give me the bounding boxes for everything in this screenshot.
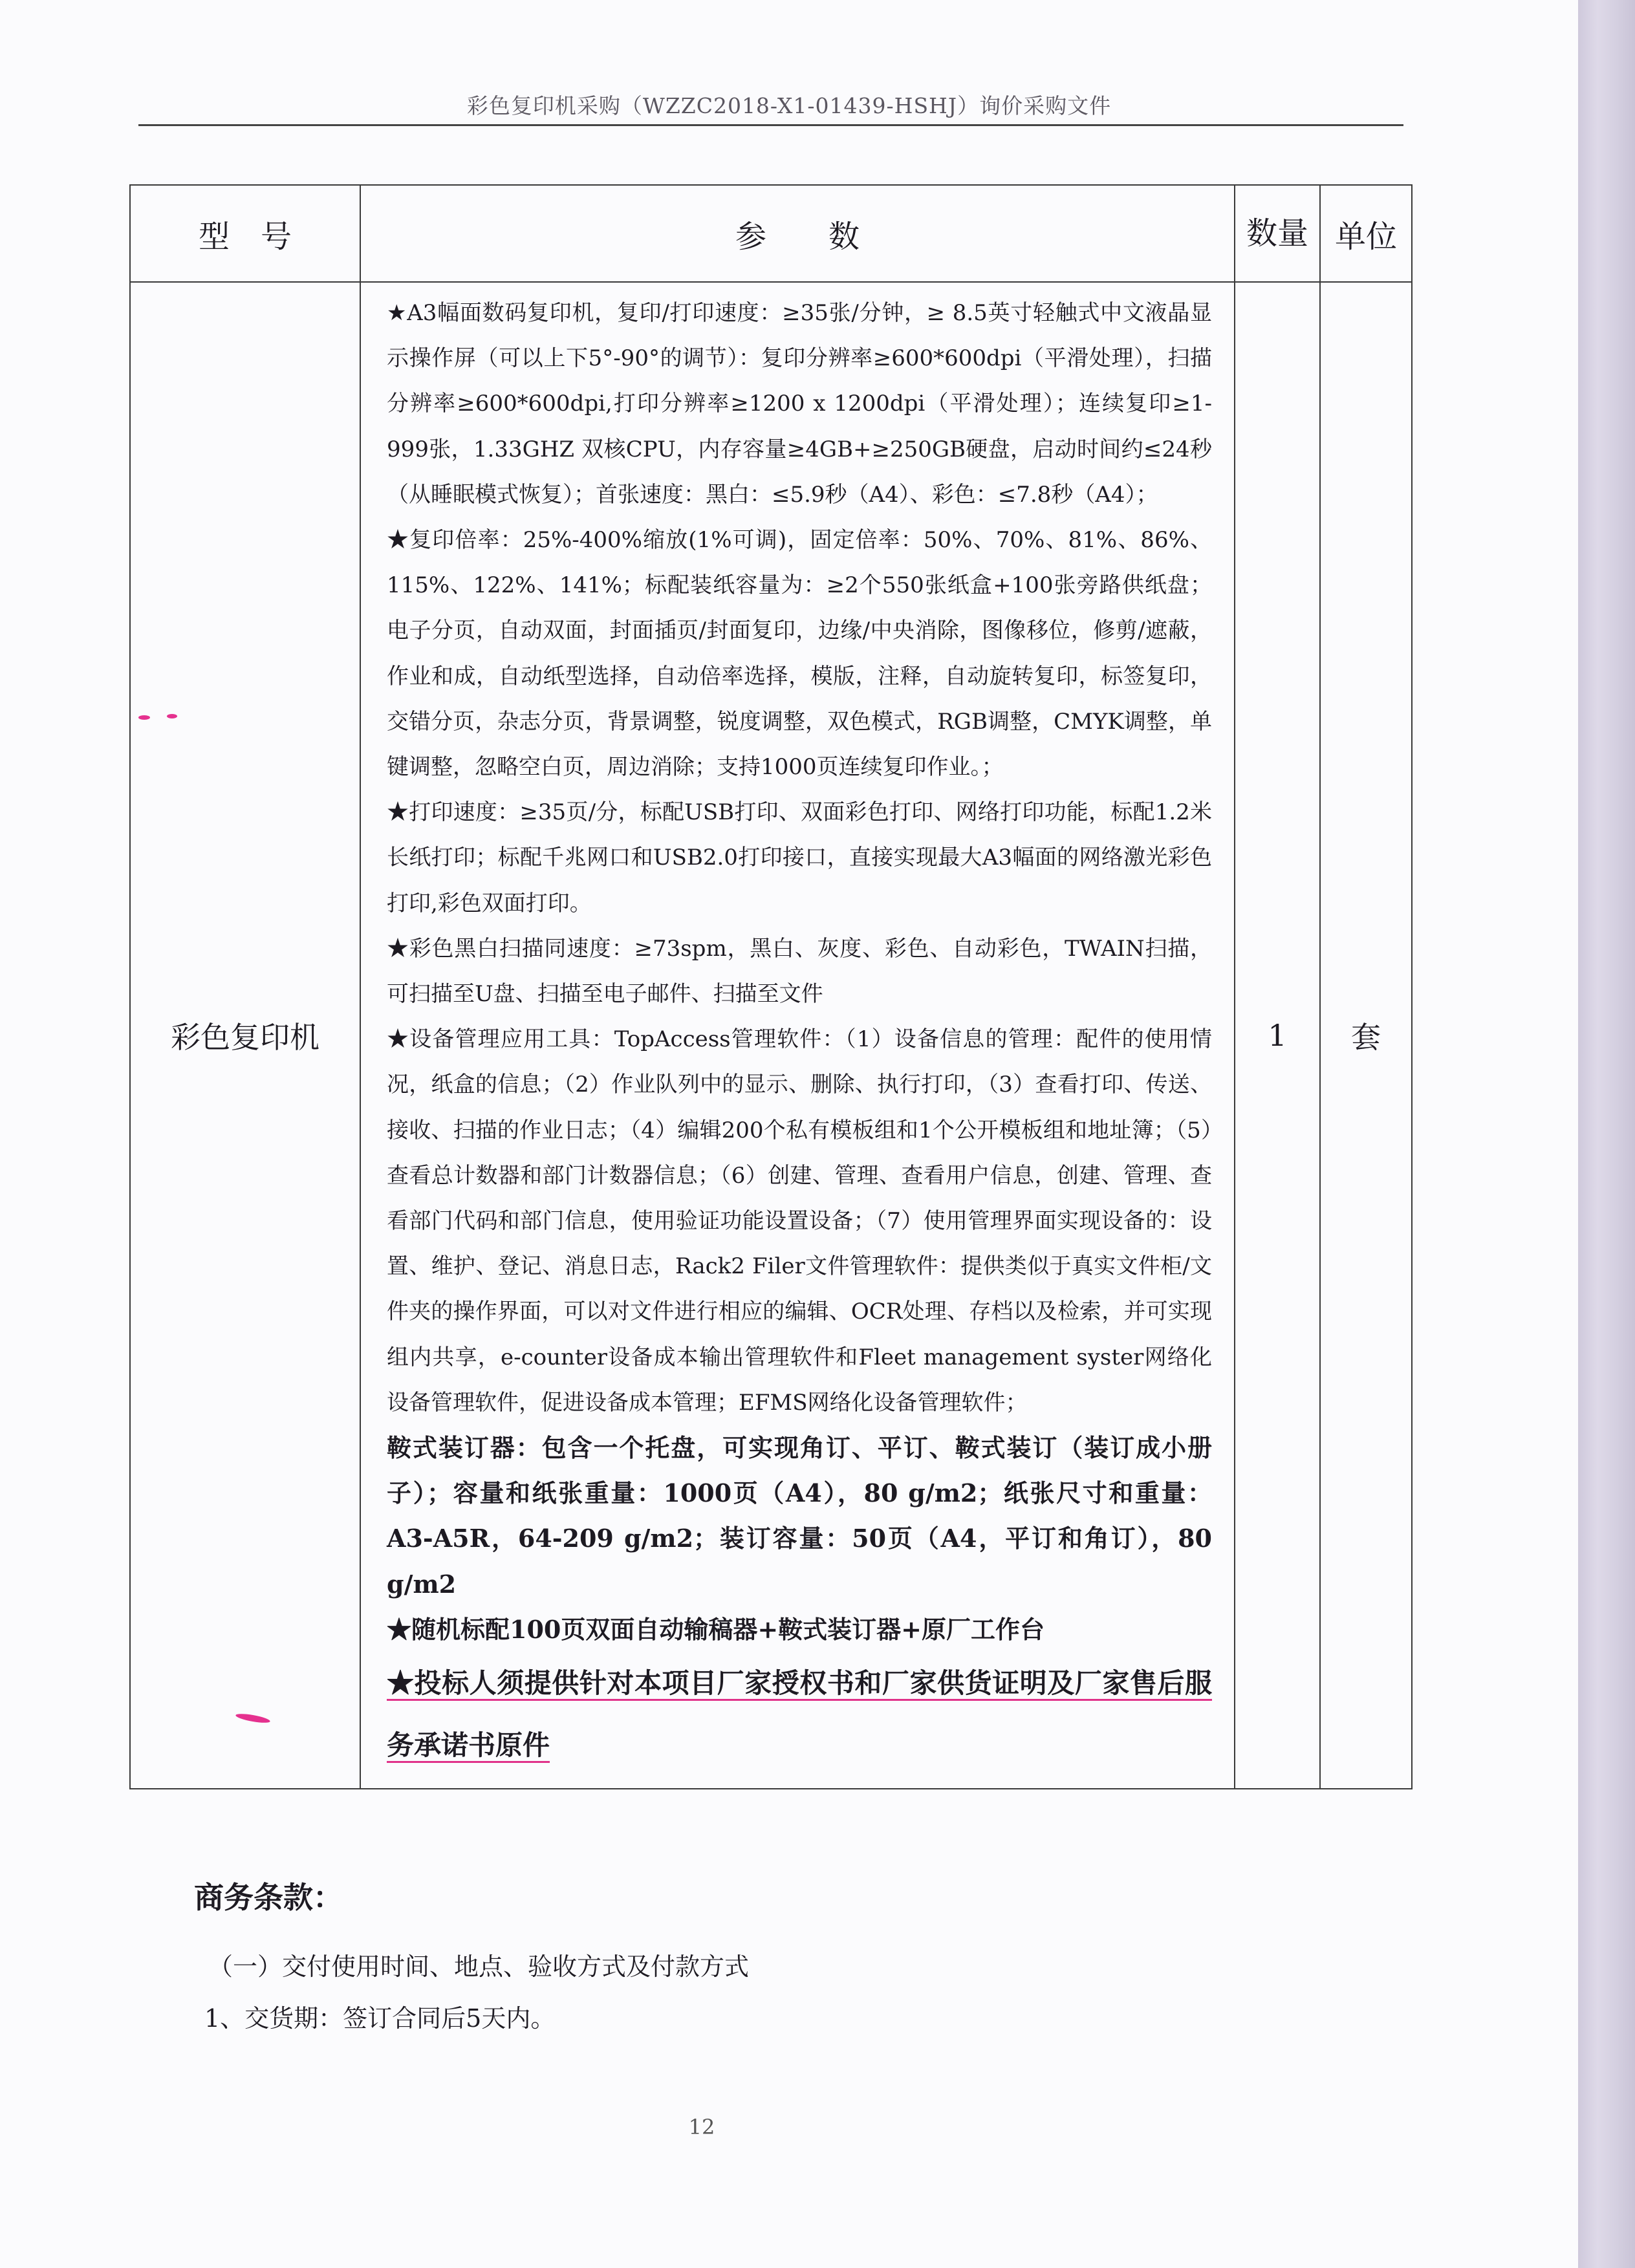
header-qty: 数量 xyxy=(1235,185,1320,282)
business-terms-title: 商务条款： xyxy=(194,1880,343,1915)
header-divider xyxy=(138,124,1403,126)
cell-qty: 1 xyxy=(1235,282,1320,1789)
spec-table xyxy=(129,184,1413,1789)
param-line-general: ★A3幅面数码复印机，复印/打印速度：≥35张/分钟，≥ 8.5英寸轻触式中文液晶显示操作屏（可以上下5°-90°的调节）：复印分辨率≥600*600dpi（平滑处理），扫描分辨率≥600*600dpi,打印分辨率≥1200 x 1200dpi（平滑处理）；连续复印≥1-999张，1.33GHZ 双核CPU，内存容量≥4GB+≥250GB硬盘，启动时间约≤24秒（从睡眠模式恢复）；首张速度：黑白：≤5.9秒（A4）、彩色：≤7.8秒（A4）； xyxy=(387,300,1212,508)
spec-table-header-row xyxy=(130,185,1412,282)
header-unit: 单位 xyxy=(1320,185,1412,282)
table-row xyxy=(130,282,1412,1789)
header-params: 参 数 xyxy=(360,185,1235,282)
header-model: 型 号 xyxy=(130,185,360,282)
cell-unit: 套 xyxy=(1320,282,1412,1789)
param-line-scan: ★彩色黑白扫描同速度：≥73spm，黑白、灰度、彩色、自动彩色，TWAIN扫描，可扫描至U盘、扫描至电子邮件、扫描至文件 xyxy=(387,935,1212,1008)
cell-params xyxy=(360,282,1235,1789)
param-line-authorization: ★投标人须提供针对本项目厂家授权书和厂家供货证明及厂家售后服务承诺书原件 xyxy=(387,1667,1212,1762)
clause-delivery: 1、交货期：签订合同后5天内。 xyxy=(204,2004,556,2033)
highlighter-mark xyxy=(167,714,177,718)
param-line-accessories: ★随机标配100页双面自动输稿器+鞍式装订器+原厂工作台 xyxy=(387,1614,1045,1644)
param-line-print: ★打印速度：≥35页/分，标配USB打印、双面彩色打印、网络打印功能，标配1.2米长纸打印；标配千兆网口和USB2.0打印接口，直接实现最大A3幅面的网络激光彩色打印,彩色双面打印。 xyxy=(387,799,1212,916)
scan-page-edge xyxy=(1578,0,1635,2268)
cell-model: 彩色复印机 xyxy=(130,282,360,1789)
param-line-management: ★设备管理应用工具：TopAccess管理软件：（1）设备信息的管理：配件的使用情况，纸盒的信息；（2）作业队列中的显示、删除、执行打印，（3）查看打印、传送、接收、扫描的作业日志；（4）编辑200个私有模板组和1个公开模板组和地址簿；（5）查看总计数器和部门计数器信息；（6）创建、管理、查看用户信息，创建、管理、查看部门代码和部门信息，使用验证功能设置设备；（7）使用管理界面实现设备的：设置、维护、登记、消息日志，Rack2 Filer文件管理软件：提供类似于真实文件柜/文件夹的操作界面，可以对文件进行相应的编辑、OCR处理、存档以及检索，并可实现组内共享，e-counter设备成本输出管理软件和Fleet management syster网络化设备管理软件，促进设备成本管理；EFMS网络化设备管理软件； xyxy=(387,1026,1212,1416)
clause-heading: （一）交付使用时间、地点、验收方式及付款方式 xyxy=(208,1952,750,1981)
page-number: 12 xyxy=(688,2115,715,2139)
param-line-copy-ratio: ★复印倍率：25%-400%缩放(1%可调)，固定倍率：50%、70%、81%、86%、115%、122%、141%；标配装纸容量为：≥2个550张纸盒+100张旁路供纸盘；电子分页，自动双面，封面插页/封面复印，边缘/中央消除，图像移位，修剪/遮蔽，作业和成，自动纸型选择，自动倍率选择，模版，注释，自动旋转复印，标签复印，交错分页，杂志分页，背景调整，锐度调整，双色模式，RGB调整，CMYK调整，单键调整，忽略空白页，周边消除；支持1000页连续复印作业。； xyxy=(387,527,1212,781)
document-header-title: 彩色复印机采购（WZZC2018-X1-01439-HSHJ）询价采购文件 xyxy=(466,93,1112,118)
highlighter-mark xyxy=(138,715,150,720)
param-line-finisher: 鞍式装订器：包含一个托盘，可实现角订、平订、鞍式装订（装订成小册子）；容量和纸张重量：1000页（A4），80 g/m2；纸张尺寸和重量：A3-A5R，64-209 g/m2；装订容量：50页（A4，平订和角订），80 g/m2 xyxy=(387,1433,1212,1599)
